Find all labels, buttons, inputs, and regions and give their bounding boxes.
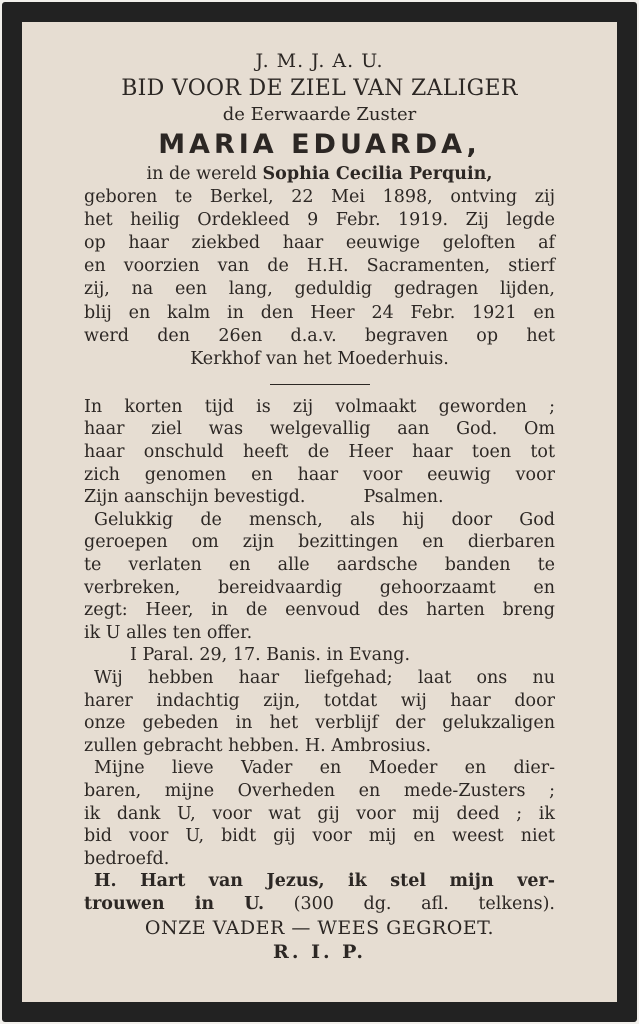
- bio-line: en voorzien van de H.H. Sacramenten, stierf: [84, 256, 555, 277]
- ambrosius-line: zullen gebracht hebben. H. Ambrosius.: [84, 735, 432, 756]
- bio-line: op haar ziekbed haar eeuwige geloften af: [84, 233, 555, 254]
- psalm-line: zich genomen en haar voor eeuwig voor: [84, 464, 555, 485]
- gospel-line: zegt: Heer, in de eenvoud des harten breng: [84, 600, 555, 621]
- gospel-source: I Paral. 29, 17. Banis. in Evang.: [130, 645, 411, 666]
- indulgence-note: (300 dg. afl. telkens).: [293, 893, 555, 914]
- closing-prayers: ONZE VADER — WEES GEGROET.: [144, 916, 495, 939]
- bio-line: het heilig Ordekleed 9 Febr. 1919. Zij legde: [84, 210, 555, 231]
- gospel-line: Gelukkig de mensch, als hij door God: [94, 509, 555, 530]
- ambrosius-line: Wij hebben haar liefgehad; laat ons nu: [94, 667, 555, 688]
- world-name-line: [84, 163, 555, 186]
- farewell-line: baren, mijne Overheden en mede-Zusters ;: [84, 780, 555, 801]
- ambrosius-line: harer indachtig zijn, totdat wij haar door: [84, 690, 555, 711]
- bio-line: geboren te Berkel, 22 Mei 1898, ontving zij: [84, 187, 555, 208]
- bio-line: Kerkhof van het Moederhuis.: [190, 348, 449, 369]
- farewell-line: bedroefd.: [84, 848, 170, 869]
- world-prefix: in de wereld: [146, 164, 263, 184]
- psalm-passage: [84, 396, 555, 509]
- farewell-line: Mijne lieve Vader en Moeder en dier-: [94, 758, 555, 779]
- rip-text: R. I. P.: [273, 940, 366, 963]
- psalm-line: In korten tijd is zij volmaakt geworden ;: [84, 396, 555, 417]
- indulgence-line: [84, 870, 555, 893]
- indulgence-text: trouwen in U.: [84, 893, 265, 914]
- memorial-card: [2, 2, 637, 1022]
- gospel-line: verbreken, bereidvaardig gehoorzaamt en: [84, 577, 555, 598]
- gospel-line: te verlaten en alle aardsche banden te: [84, 555, 555, 575]
- psalm-last-line: [84, 486, 555, 509]
- divider-rule: [270, 384, 370, 385]
- indulgence-text: H. Hart van Jezus, ik stel mijn ver-: [94, 871, 555, 892]
- farewell-line: bid voor U, bidt gij voor mij en weest niet: [84, 826, 555, 847]
- psalm-line: haar onschuld heeft de Heer haar toen tot: [84, 442, 555, 463]
- ambrosius-line: onze gebeden in het verblijf der gelukzaligen: [84, 713, 555, 734]
- prayer-heading: BID VOOR DE ZIEL VAN ZALIGER: [121, 76, 518, 101]
- psalm-line: Zijn aanschijn bevestigd.: [84, 487, 306, 508]
- bio-line: blij en kalm in den Heer 24 Febr. 1921 en: [84, 302, 555, 323]
- bio-line: werd den 26en d.a.v. begraven op het: [84, 325, 555, 346]
- indulgence-line: [84, 893, 555, 916]
- biography: [84, 186, 555, 371]
- deceased-name: MARIA EDUARDA,: [158, 129, 481, 160]
- farewell-line: ik dank U, voor wat gij voor mij deed ; ik: [84, 803, 555, 824]
- gospel-line: geroepen om zijn bezittingen en dierbaren: [84, 532, 555, 553]
- psalm-source: Psalmen.: [363, 487, 444, 508]
- initials: J. M. J. A. U.: [255, 50, 384, 72]
- gospel-passage: [84, 509, 555, 667]
- gospel-line: ik U alles ten offer.: [84, 622, 253, 643]
- bio-line: zij, na een lang, geduldig gedragen lijden,: [84, 279, 555, 300]
- title-line: de Eerwaarde Zuster: [222, 104, 417, 125]
- indulgence-prayer: [84, 870, 555, 915]
- ambrosius-passage: [84, 667, 555, 757]
- card-content: [22, 22, 617, 1002]
- farewell-passage: [84, 757, 555, 870]
- psalm-line: haar ziel was welgevallig aan God. Om: [84, 419, 555, 440]
- world-name: Sophia Cecilia Perquin,: [262, 164, 493, 184]
